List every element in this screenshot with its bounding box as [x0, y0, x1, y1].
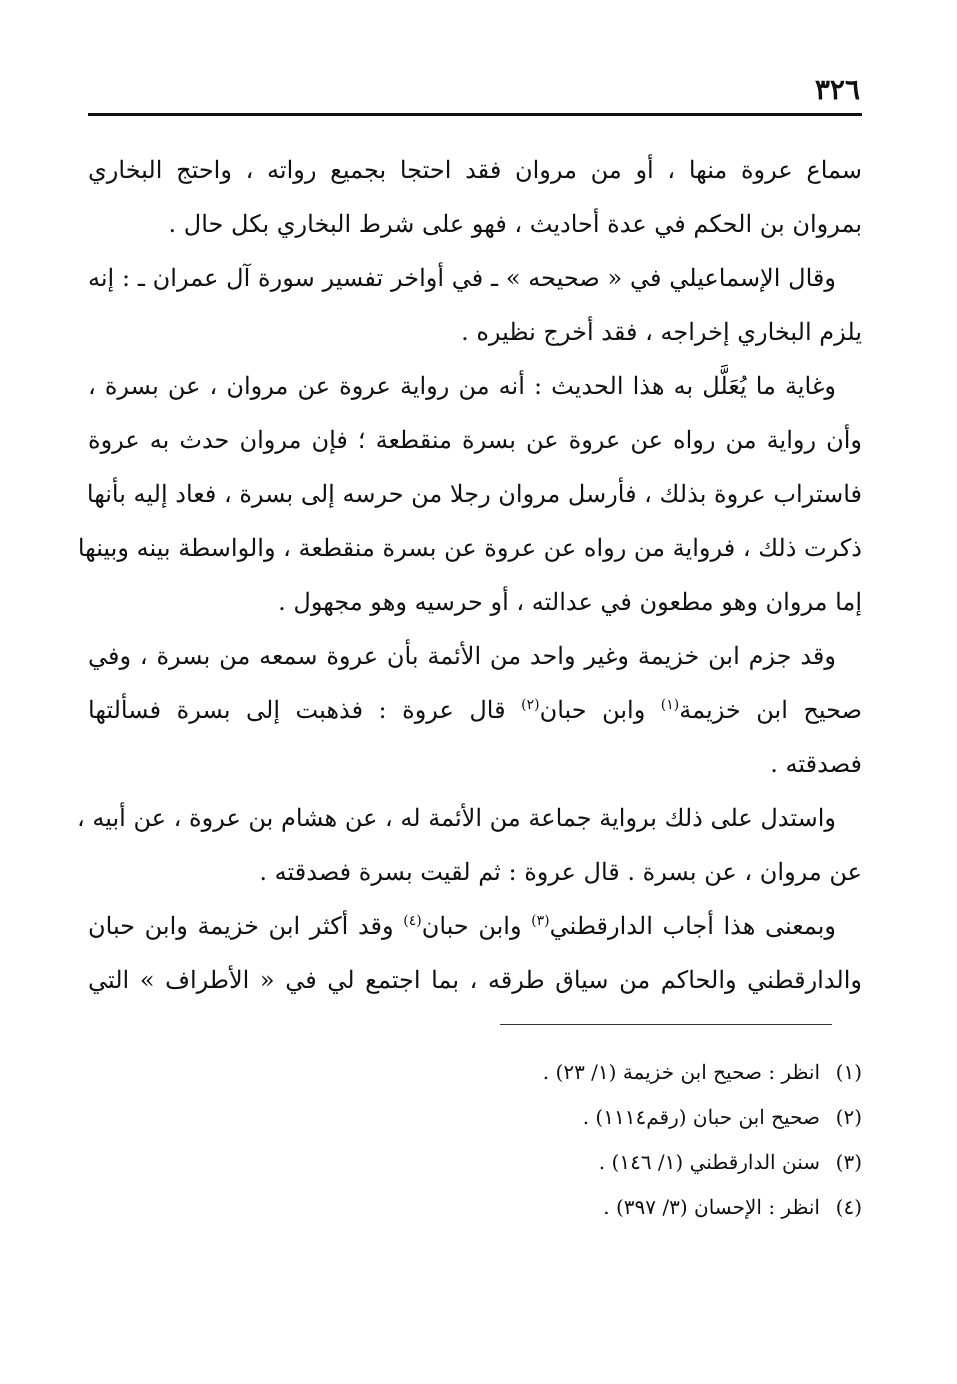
text-segment: وبمعنى هذا أجاب الدارقطني	[549, 912, 836, 940]
text-segment: وقد أكثر ابن خزيمة وابن حبان	[88, 912, 404, 940]
text-line	[88, 899, 862, 953]
text-line: وأن رواية من رواه عن عروة عن بسرة منقطعة ؛ فإن مروان حدث به عروة	[88, 426, 862, 454]
paragraph	[76, 791, 862, 899]
footnote-rule	[500, 1024, 832, 1025]
paragraph	[88, 143, 862, 251]
text-line: وقد جزم ابن خزيمة وغير واحد من الأئمة بأن عروة سمعه من بسرة ، وفي	[88, 642, 836, 670]
footnote-ref[interactable]: (٢)	[521, 697, 540, 713]
paragraph	[77, 359, 862, 629]
text-segment: صحيح ابن خزيمة	[679, 696, 862, 724]
footnote	[88, 1050, 862, 1095]
text-line: وقال الإسماعيلي في « صحيحه » ـ في أواخر تفسير سورة آل عمران ـ : إنه	[88, 264, 836, 292]
text-line: يلزم البخاري إخراجه ، فقد أخرج نظيره .	[461, 318, 862, 346]
text-line: واستدل على ذلك برواية جماعة من الأئمة له ، عن هشام بن عروة ، عن أبيه ،	[76, 804, 836, 832]
footnote-ref[interactable]: (٤)	[403, 913, 422, 929]
text-line: والدارقطني والحاكم من سياق طرقه ، بما اجتمع لي في « الأطراف » التي	[88, 966, 862, 994]
footnote	[88, 1140, 862, 1185]
footnote-number: (٣)	[835, 1150, 862, 1174]
text-line: إما مروان وهو مطعون في عدالته ، أو حرسيه وهو مجهول .	[278, 588, 862, 616]
page-number: ٣٢٦	[814, 73, 860, 106]
text-line: ذكرت ذلك ، فرواية من رواه عن عروة عن بسرة منقطعة ، والواسطة بينه وبينها	[77, 534, 862, 562]
paragraph	[88, 251, 862, 359]
text-segment: قال عروة : فذهبت إلى بسرة فسألتها	[88, 696, 522, 724]
body-text	[76, 143, 862, 1007]
footnote-text: انظر : صحيح ابن خزيمة (١/ ٢٣) .	[542, 1060, 820, 1084]
footnote-ref[interactable]: (٣)	[531, 913, 550, 929]
footnote-number: (٤)	[835, 1195, 862, 1219]
footnote-text: انظر : الإحسان (٣/ ٣٩٧) .	[603, 1195, 820, 1219]
paragraph	[88, 629, 862, 791]
text-line: عن مروان ، عن بسرة . قال عروة : ثم لقيت بسرة فصدقته .	[259, 858, 862, 886]
footnote-number: (٢)	[835, 1105, 862, 1129]
paragraph	[88, 899, 862, 1007]
text-line: فاستراب عروة بذلك ، فأرسل مروان رجلا من حرسه إلى بسرة ، فعاد إليه بأنها	[86, 480, 862, 508]
text-line: سماع عروة منها ، أو من مروان فقد احتجا بجميع رواته ، واحتج البخاري	[88, 156, 862, 184]
footnote-text: سنن الدارقطني (١/ ١٤٦) .	[598, 1150, 820, 1174]
text-line: وغاية ما يُعَلَّل به هذا الحديث : أنه من رواية عروة عن مروان ، عن بسرة ،	[88, 372, 836, 400]
text-segment: وابن حبان	[421, 912, 532, 940]
footnote-number: (١)	[835, 1060, 862, 1084]
footnote	[88, 1095, 862, 1140]
footnotes	[88, 1050, 862, 1230]
text-line: فصدقته .	[770, 750, 862, 778]
footnote-text: صحيح ابن حبان (رقم١١١٤) .	[582, 1105, 820, 1129]
header-rule	[88, 113, 862, 116]
footnote-ref[interactable]: (١)	[660, 697, 680, 713]
text-line: بمروان بن الحكم في عدة أحاديث ، فهو على شرط البخاري بكل حال .	[168, 210, 862, 238]
text-segment: وابن حبان	[539, 696, 661, 724]
footnote	[88, 1185, 862, 1230]
text-line	[88, 683, 862, 737]
